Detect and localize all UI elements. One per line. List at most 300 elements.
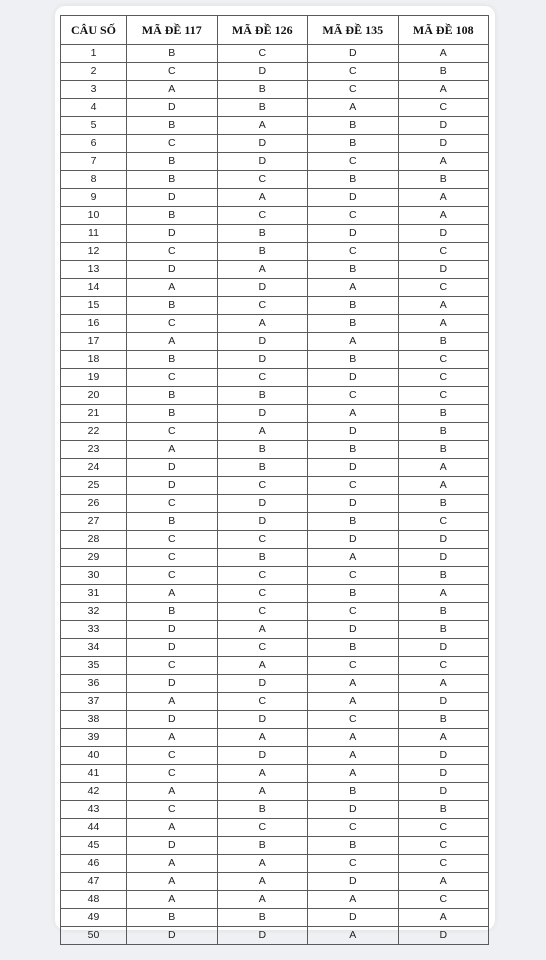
answer-cell-117: C <box>127 243 218 261</box>
answer-cell-126: A <box>217 117 308 135</box>
answer-cell-126: A <box>217 891 308 909</box>
question-number-cell: 26 <box>61 495 127 513</box>
answer-cell-135: A <box>308 747 399 765</box>
answer-cell-108: B <box>398 603 489 621</box>
question-number-cell: 10 <box>61 207 127 225</box>
answer-cell-135: B <box>308 297 399 315</box>
answer-cell-117: B <box>127 207 218 225</box>
question-number-cell: 27 <box>61 513 127 531</box>
answer-cell-108: D <box>398 549 489 567</box>
answer-cell-117: D <box>127 459 218 477</box>
answer-cell-117: C <box>127 765 218 783</box>
table-row <box>61 495 489 513</box>
answer-cell-135: B <box>308 585 399 603</box>
question-number-cell: 28 <box>61 531 127 549</box>
answer-cell-117: A <box>127 279 218 297</box>
question-number-cell: 29 <box>61 549 127 567</box>
table-row <box>61 837 489 855</box>
answer-cell-126: D <box>217 513 308 531</box>
answer-cell-108: A <box>398 81 489 99</box>
table-row <box>61 585 489 603</box>
answer-cell-108: C <box>398 855 489 873</box>
answer-cell-108: A <box>398 297 489 315</box>
question-number-cell: 34 <box>61 639 127 657</box>
answer-cell-126: B <box>217 99 308 117</box>
answer-cell-108: B <box>398 171 489 189</box>
answer-cell-108: C <box>398 657 489 675</box>
table-row <box>61 657 489 675</box>
answer-cell-135: D <box>308 495 399 513</box>
answer-cell-135: C <box>308 387 399 405</box>
question-number-cell: 32 <box>61 603 127 621</box>
answer-cell-135: D <box>308 45 399 63</box>
question-number-cell: 39 <box>61 729 127 747</box>
answer-cell-135: A <box>308 765 399 783</box>
answer-cell-126: B <box>217 387 308 405</box>
answer-cell-108: A <box>398 189 489 207</box>
table-row <box>61 297 489 315</box>
question-number-cell: 48 <box>61 891 127 909</box>
question-number-cell: 40 <box>61 747 127 765</box>
answer-cell-117: C <box>127 495 218 513</box>
answer-cell-126: A <box>217 621 308 639</box>
question-number-cell: 30 <box>61 567 127 585</box>
table-row <box>61 549 489 567</box>
table-row <box>61 45 489 63</box>
table-row <box>61 927 489 945</box>
table-row <box>61 243 489 261</box>
header-question-number: CÂU SỐ <box>61 16 127 45</box>
answer-cell-135: B <box>308 783 399 801</box>
answer-cell-135: A <box>308 891 399 909</box>
answer-cell-108: C <box>398 99 489 117</box>
question-number-cell: 16 <box>61 315 127 333</box>
table-row <box>61 513 489 531</box>
answer-cell-126: B <box>217 243 308 261</box>
answer-cell-135: D <box>308 225 399 243</box>
answer-cell-108: A <box>398 477 489 495</box>
answer-cell-126: A <box>217 423 308 441</box>
answer-cell-135: B <box>308 171 399 189</box>
answer-cell-126: B <box>217 81 308 99</box>
answer-key-table <box>60 15 489 945</box>
answer-cell-135: C <box>308 207 399 225</box>
answer-cell-108: A <box>398 873 489 891</box>
answer-cell-117: A <box>127 819 218 837</box>
table-row <box>61 675 489 693</box>
answer-cell-126: C <box>217 585 308 603</box>
answer-cell-117: D <box>127 927 218 945</box>
answer-cell-117: B <box>127 909 218 927</box>
answer-cell-135: D <box>308 801 399 819</box>
question-number-cell: 2 <box>61 63 127 81</box>
answer-cell-108: D <box>398 693 489 711</box>
question-number-cell: 21 <box>61 405 127 423</box>
table-row <box>61 855 489 873</box>
answer-cell-117: C <box>127 531 218 549</box>
answer-cell-135: B <box>308 315 399 333</box>
answer-cell-117: A <box>127 891 218 909</box>
table-row <box>61 873 489 891</box>
answer-cell-126: A <box>217 855 308 873</box>
table-row <box>61 189 489 207</box>
answer-cell-117: A <box>127 783 218 801</box>
answer-cell-117: B <box>127 351 218 369</box>
table-header-row <box>61 16 489 45</box>
answer-cell-108: B <box>398 405 489 423</box>
question-number-cell: 24 <box>61 459 127 477</box>
question-number-cell: 1 <box>61 45 127 63</box>
answer-cell-108: C <box>398 279 489 297</box>
table-row <box>61 729 489 747</box>
answer-cell-108: C <box>398 891 489 909</box>
answer-cell-135: B <box>308 639 399 657</box>
table-row <box>61 207 489 225</box>
answer-cell-117: C <box>127 135 218 153</box>
answer-cell-135: D <box>308 621 399 639</box>
answer-cell-135: B <box>308 837 399 855</box>
answer-cell-126: C <box>217 639 308 657</box>
question-number-cell: 44 <box>61 819 127 837</box>
answer-cell-135: A <box>308 693 399 711</box>
answer-cell-108: B <box>398 441 489 459</box>
answer-cell-117: D <box>127 189 218 207</box>
table-row <box>61 81 489 99</box>
answer-cell-126: A <box>217 261 308 279</box>
answer-cell-117: D <box>127 225 218 243</box>
answer-cell-117: A <box>127 441 218 459</box>
table-row <box>61 747 489 765</box>
answer-cell-135: C <box>308 63 399 81</box>
answer-cell-126: C <box>217 477 308 495</box>
answer-cell-117: C <box>127 63 218 81</box>
table-row <box>61 441 489 459</box>
answer-cell-117: B <box>127 171 218 189</box>
answer-cell-126: A <box>217 873 308 891</box>
answer-cell-135: D <box>308 459 399 477</box>
question-number-cell: 8 <box>61 171 127 189</box>
header-code-117: MÃ ĐỀ 117 <box>127 16 218 45</box>
question-number-cell: 9 <box>61 189 127 207</box>
answer-cell-126: D <box>217 405 308 423</box>
answer-cell-135: C <box>308 603 399 621</box>
question-number-cell: 33 <box>61 621 127 639</box>
answer-cell-117: B <box>127 297 218 315</box>
answer-cell-117: C <box>127 747 218 765</box>
answer-cell-126: B <box>217 837 308 855</box>
answer-cell-126: B <box>217 225 308 243</box>
answer-cell-135: C <box>308 477 399 495</box>
answer-cell-135: D <box>308 873 399 891</box>
question-number-cell: 20 <box>61 387 127 405</box>
table-row <box>61 477 489 495</box>
answer-cell-117: C <box>127 657 218 675</box>
answer-cell-135: A <box>308 405 399 423</box>
question-number-cell: 12 <box>61 243 127 261</box>
answer-cell-135: B <box>308 261 399 279</box>
table-row <box>61 351 489 369</box>
question-number-cell: 43 <box>61 801 127 819</box>
table-row <box>61 171 489 189</box>
answer-cell-108: B <box>398 423 489 441</box>
answer-cell-135: C <box>308 711 399 729</box>
table-row <box>61 369 489 387</box>
answer-cell-108: C <box>398 513 489 531</box>
table-row <box>61 801 489 819</box>
answer-cell-135: D <box>308 189 399 207</box>
answer-cell-135: C <box>308 819 399 837</box>
answer-cell-126: D <box>217 747 308 765</box>
answer-cell-135: B <box>308 117 399 135</box>
answer-cell-135: C <box>308 243 399 261</box>
table-row <box>61 693 489 711</box>
table-row <box>61 405 489 423</box>
answer-cell-117: D <box>127 477 218 495</box>
answer-cell-117: D <box>127 711 218 729</box>
answer-cell-108: A <box>398 585 489 603</box>
answer-cell-108: B <box>398 63 489 81</box>
answer-cell-135: B <box>308 441 399 459</box>
table-row <box>61 153 489 171</box>
answer-cell-117: A <box>127 729 218 747</box>
question-number-cell: 46 <box>61 855 127 873</box>
answer-cell-126: D <box>217 279 308 297</box>
table-row <box>61 315 489 333</box>
answer-cell-108: D <box>398 135 489 153</box>
answer-cell-108: A <box>398 45 489 63</box>
answer-cell-108: C <box>398 837 489 855</box>
table-row <box>61 423 489 441</box>
answer-cell-108: D <box>398 225 489 243</box>
answer-cell-117: D <box>127 99 218 117</box>
question-number-cell: 38 <box>61 711 127 729</box>
table-row <box>61 333 489 351</box>
answer-cell-117: B <box>127 603 218 621</box>
answer-cell-135: A <box>308 729 399 747</box>
answer-cell-117: D <box>127 261 218 279</box>
answer-cell-117: B <box>127 387 218 405</box>
answer-cell-108: D <box>398 927 489 945</box>
question-number-cell: 13 <box>61 261 127 279</box>
answer-cell-108: D <box>398 639 489 657</box>
answer-cell-126: C <box>217 693 308 711</box>
answer-cell-126: D <box>217 495 308 513</box>
answer-cell-108: A <box>398 675 489 693</box>
question-number-cell: 50 <box>61 927 127 945</box>
question-number-cell: 17 <box>61 333 127 351</box>
answer-cell-126: D <box>217 333 308 351</box>
answer-cell-126: C <box>217 45 308 63</box>
answer-cell-108: C <box>398 387 489 405</box>
table-row <box>61 531 489 549</box>
answer-cell-126: C <box>217 369 308 387</box>
answer-cell-126: D <box>217 711 308 729</box>
question-number-cell: 4 <box>61 99 127 117</box>
answer-cell-117: B <box>127 117 218 135</box>
answer-cell-126: A <box>217 315 308 333</box>
answer-cell-108: D <box>398 747 489 765</box>
answer-cell-108: C <box>398 369 489 387</box>
answer-cell-135: A <box>308 99 399 117</box>
answer-cell-126: B <box>217 909 308 927</box>
question-number-cell: 45 <box>61 837 127 855</box>
answer-cell-126: C <box>217 297 308 315</box>
question-number-cell: 7 <box>61 153 127 171</box>
answer-cell-126: B <box>217 441 308 459</box>
answer-cell-108: C <box>398 819 489 837</box>
answer-cell-108: D <box>398 531 489 549</box>
question-number-cell: 22 <box>61 423 127 441</box>
answer-cell-126: C <box>217 567 308 585</box>
answer-cell-108: A <box>398 207 489 225</box>
answer-cell-108: D <box>398 117 489 135</box>
answer-cell-117: A <box>127 855 218 873</box>
table-row <box>61 567 489 585</box>
table-row <box>61 135 489 153</box>
answer-cell-117: A <box>127 585 218 603</box>
table-row <box>61 819 489 837</box>
answer-cell-135: B <box>308 513 399 531</box>
answer-cell-135: C <box>308 81 399 99</box>
answer-cell-108: A <box>398 153 489 171</box>
answer-cell-108: C <box>398 243 489 261</box>
answer-cell-117: C <box>127 567 218 585</box>
question-number-cell: 35 <box>61 657 127 675</box>
question-number-cell: 47 <box>61 873 127 891</box>
question-number-cell: 15 <box>61 297 127 315</box>
answer-cell-135: C <box>308 657 399 675</box>
answer-cell-126: D <box>217 153 308 171</box>
question-number-cell: 5 <box>61 117 127 135</box>
answer-cell-108: D <box>398 783 489 801</box>
answer-cell-108: D <box>398 261 489 279</box>
answer-cell-117: B <box>127 513 218 531</box>
answer-cell-126: A <box>217 765 308 783</box>
answer-cell-135: A <box>308 279 399 297</box>
answer-cell-126: D <box>217 927 308 945</box>
answer-cell-135: D <box>308 369 399 387</box>
question-number-cell: 6 <box>61 135 127 153</box>
question-number-cell: 3 <box>61 81 127 99</box>
answer-cell-126: B <box>217 549 308 567</box>
answer-cell-135: B <box>308 351 399 369</box>
answer-cell-117: D <box>127 675 218 693</box>
answer-cell-108: A <box>398 459 489 477</box>
table-row <box>61 639 489 657</box>
answer-cell-108: A <box>398 909 489 927</box>
answer-cell-108: C <box>398 351 489 369</box>
table-row <box>61 279 489 297</box>
answer-cell-126: C <box>217 819 308 837</box>
answer-cell-135: A <box>308 675 399 693</box>
answer-cell-126: A <box>217 783 308 801</box>
header-code-135: MÃ ĐỀ 135 <box>308 16 399 45</box>
answer-cell-108: B <box>398 711 489 729</box>
answer-cell-135: A <box>308 333 399 351</box>
answer-cell-117: A <box>127 81 218 99</box>
question-number-cell: 25 <box>61 477 127 495</box>
answer-cell-117: C <box>127 423 218 441</box>
table-row <box>61 783 489 801</box>
question-number-cell: 31 <box>61 585 127 603</box>
table-row <box>61 117 489 135</box>
answer-cell-135: A <box>308 927 399 945</box>
table-row <box>61 387 489 405</box>
answer-rows <box>61 45 489 945</box>
answer-cell-117: C <box>127 315 218 333</box>
table-row <box>61 225 489 243</box>
answer-cell-126: D <box>217 351 308 369</box>
answer-cell-117: A <box>127 333 218 351</box>
question-number-cell: 11 <box>61 225 127 243</box>
answer-cell-135: B <box>308 135 399 153</box>
table-row <box>61 63 489 81</box>
answer-cell-117: C <box>127 369 218 387</box>
answer-cell-126: D <box>217 63 308 81</box>
table-row <box>61 711 489 729</box>
answer-cell-126: C <box>217 603 308 621</box>
answer-cell-117: B <box>127 405 218 423</box>
table-row <box>61 621 489 639</box>
answer-cell-108: B <box>398 801 489 819</box>
answer-sheet <box>55 6 495 941</box>
answer-cell-135: D <box>308 909 399 927</box>
table-row <box>61 765 489 783</box>
header-code-126: MÃ ĐỀ 126 <box>217 16 308 45</box>
question-number-cell: 19 <box>61 369 127 387</box>
answer-cell-126: B <box>217 801 308 819</box>
answer-cell-126: C <box>217 531 308 549</box>
table-row <box>61 459 489 477</box>
answer-cell-135: C <box>308 153 399 171</box>
answer-cell-135: C <box>308 567 399 585</box>
answer-cell-117: D <box>127 621 218 639</box>
answer-cell-117: D <box>127 837 218 855</box>
answer-cell-108: B <box>398 333 489 351</box>
answer-cell-117: B <box>127 153 218 171</box>
answer-cell-126: A <box>217 657 308 675</box>
answer-cell-108: B <box>398 621 489 639</box>
answer-cell-126: C <box>217 171 308 189</box>
answer-cell-117: C <box>127 801 218 819</box>
table-row <box>61 891 489 909</box>
table-row <box>61 99 489 117</box>
answer-cell-117: A <box>127 873 218 891</box>
question-number-cell: 18 <box>61 351 127 369</box>
table-row <box>61 603 489 621</box>
answer-cell-126: D <box>217 675 308 693</box>
question-number-cell: 41 <box>61 765 127 783</box>
question-number-cell: 42 <box>61 783 127 801</box>
answer-cell-126: B <box>217 459 308 477</box>
answer-cell-126: A <box>217 189 308 207</box>
answer-cell-108: A <box>398 315 489 333</box>
answer-cell-117: D <box>127 639 218 657</box>
answer-cell-135: D <box>308 531 399 549</box>
question-number-cell: 49 <box>61 909 127 927</box>
answer-cell-108: A <box>398 729 489 747</box>
answer-cell-126: D <box>217 135 308 153</box>
question-number-cell: 36 <box>61 675 127 693</box>
table-row <box>61 909 489 927</box>
answer-cell-108: B <box>398 495 489 513</box>
answer-cell-135: D <box>308 423 399 441</box>
header-code-108: MÃ ĐỀ 108 <box>398 16 489 45</box>
answer-cell-126: C <box>217 207 308 225</box>
answer-cell-108: D <box>398 765 489 783</box>
answer-cell-117: C <box>127 549 218 567</box>
answer-cell-135: C <box>308 855 399 873</box>
